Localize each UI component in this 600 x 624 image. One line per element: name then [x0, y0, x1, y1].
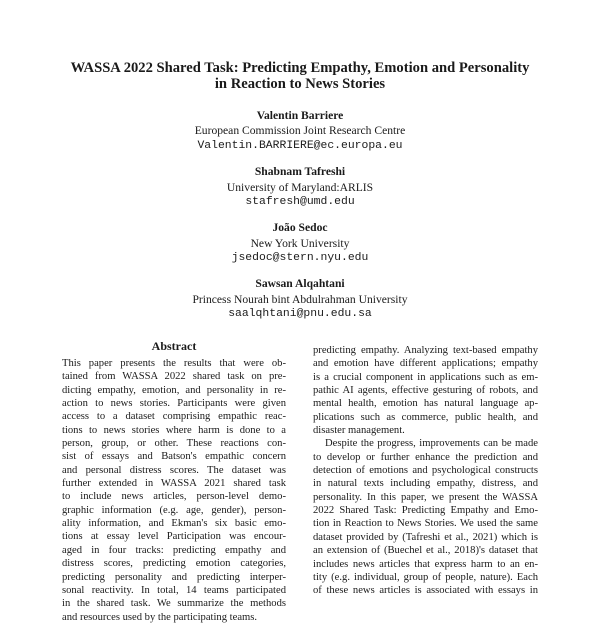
text-line: predicting empathy. Analyzing text-based empathy: [313, 345, 538, 356]
text-line: and resources used by the participating teams.: [62, 611, 258, 623]
abstract-body: [62, 357, 286, 624]
text-line: dicting empathy, emotion, and personality in re-: [62, 384, 286, 396]
title-line: WASSA 2022 Shared Task: Predicting Empathy, Emotion and Personality: [70, 60, 530, 76]
text-line: to include news articles, person-level demo-: [62, 491, 286, 503]
text-line: access to a dataset comprising empathic reac-: [62, 411, 286, 423]
text-line: Despite the progress, improvements can be made: [325, 438, 538, 450]
author-email: saalqhtani@pnu.edu.sa: [228, 308, 372, 320]
text-line: mental health, emotion has natural language ap-: [313, 398, 538, 410]
text-line: action to news stories. Participants were given: [62, 398, 286, 410]
abstract-heading: Abstract: [151, 339, 197, 353]
text-line: to develop or further enhance the prediction and: [313, 451, 538, 463]
text-line: predicting personality and predicting interper-: [62, 571, 286, 583]
text-line: tained from WASSA 2022 shared task on pre-: [62, 371, 286, 383]
author-name: Sawsan Alqahtani: [255, 277, 345, 290]
text-line: and personal distress scores. The dataset was: [62, 464, 286, 476]
text-line: graphic information (e.g. age, gender), person-: [62, 504, 286, 516]
introduction-body: [313, 344, 538, 598]
text-line: tion in Reaction to News Stories. We used the same: [313, 518, 538, 530]
author-name: Valentin Barriere: [256, 109, 344, 122]
author-email: stafresh@umd.edu: [245, 196, 355, 208]
author-email: Valentin.BARRIERE@ec.europa.eu: [197, 140, 403, 152]
text-line: pathic AI agents, effective gesturing of robots, and: [313, 385, 538, 397]
text-line: and emotion have different applications; empathy: [313, 358, 538, 370]
text-line: an extension of (Buechel et al., 2018)'s dataset that: [313, 545, 538, 557]
text-line: tions at essay level Participation was encour-: [62, 531, 286, 543]
text-line: ality information, and Ekman's six basic emo-: [62, 518, 286, 530]
text-line: is a crucial component in applications such as em-: [313, 371, 538, 383]
text-line: includes news articles that express harm to an en-: [313, 558, 538, 570]
text-line: disaster management.: [313, 425, 405, 437]
text-line: tions to news stories where harm is done to a: [62, 424, 286, 436]
text-line: of these news articles is associated with essays in: [313, 585, 538, 597]
author-name: João Sedoc: [272, 221, 328, 234]
text-line: sonal reactivity. In total, 14 teams participated: [62, 584, 286, 596]
text-line: in natural texts including empathy, distress, and: [313, 478, 538, 490]
author-affiliation: Princess Nourah bint Abdulrahman University: [192, 293, 408, 306]
text-line: 2022 Shared Task: Predicting Empathy and Emo-: [313, 505, 538, 517]
author-affiliation: University of Maryland:ARLIS: [226, 181, 374, 194]
text-line: in the shared task. We summarize the methods: [62, 598, 286, 610]
text-line: This paper presents the results that were ob-: [62, 358, 286, 369]
text-line: person, group, or other. These reactions con-: [62, 438, 286, 450]
text-line: personality. In this paper, we present the WASSA: [313, 491, 538, 503]
text-line: sist of essays and Batson's empathic concern: [62, 451, 286, 463]
paper-title: [0, 60, 600, 92]
author-affiliation: New York University: [250, 237, 350, 250]
author-affiliation: European Commission Joint Research Centre: [194, 124, 406, 137]
text-line: dataset provided by (Tafreshi et al., 2021) which is: [313, 531, 538, 543]
text-line: further extended in WASSA 2021 shared task: [62, 478, 286, 490]
text-line: distress scores, predicting emotion categories,: [62, 558, 286, 570]
text-line: detection of emotions and psychological constructs: [313, 465, 538, 477]
text-line: tity (e.g. individual, group of people, nature). Each: [313, 571, 538, 583]
title-line: in Reaction to News Stories: [214, 76, 386, 92]
text-line: aged in four tracks: predicting empathy and: [62, 544, 286, 556]
author-email: jsedoc@stern.nyu.edu: [231, 252, 369, 264]
author-name: Shabnam Tafreshi: [254, 165, 346, 178]
text-line: plications such as commerce, public health, and: [313, 411, 538, 423]
